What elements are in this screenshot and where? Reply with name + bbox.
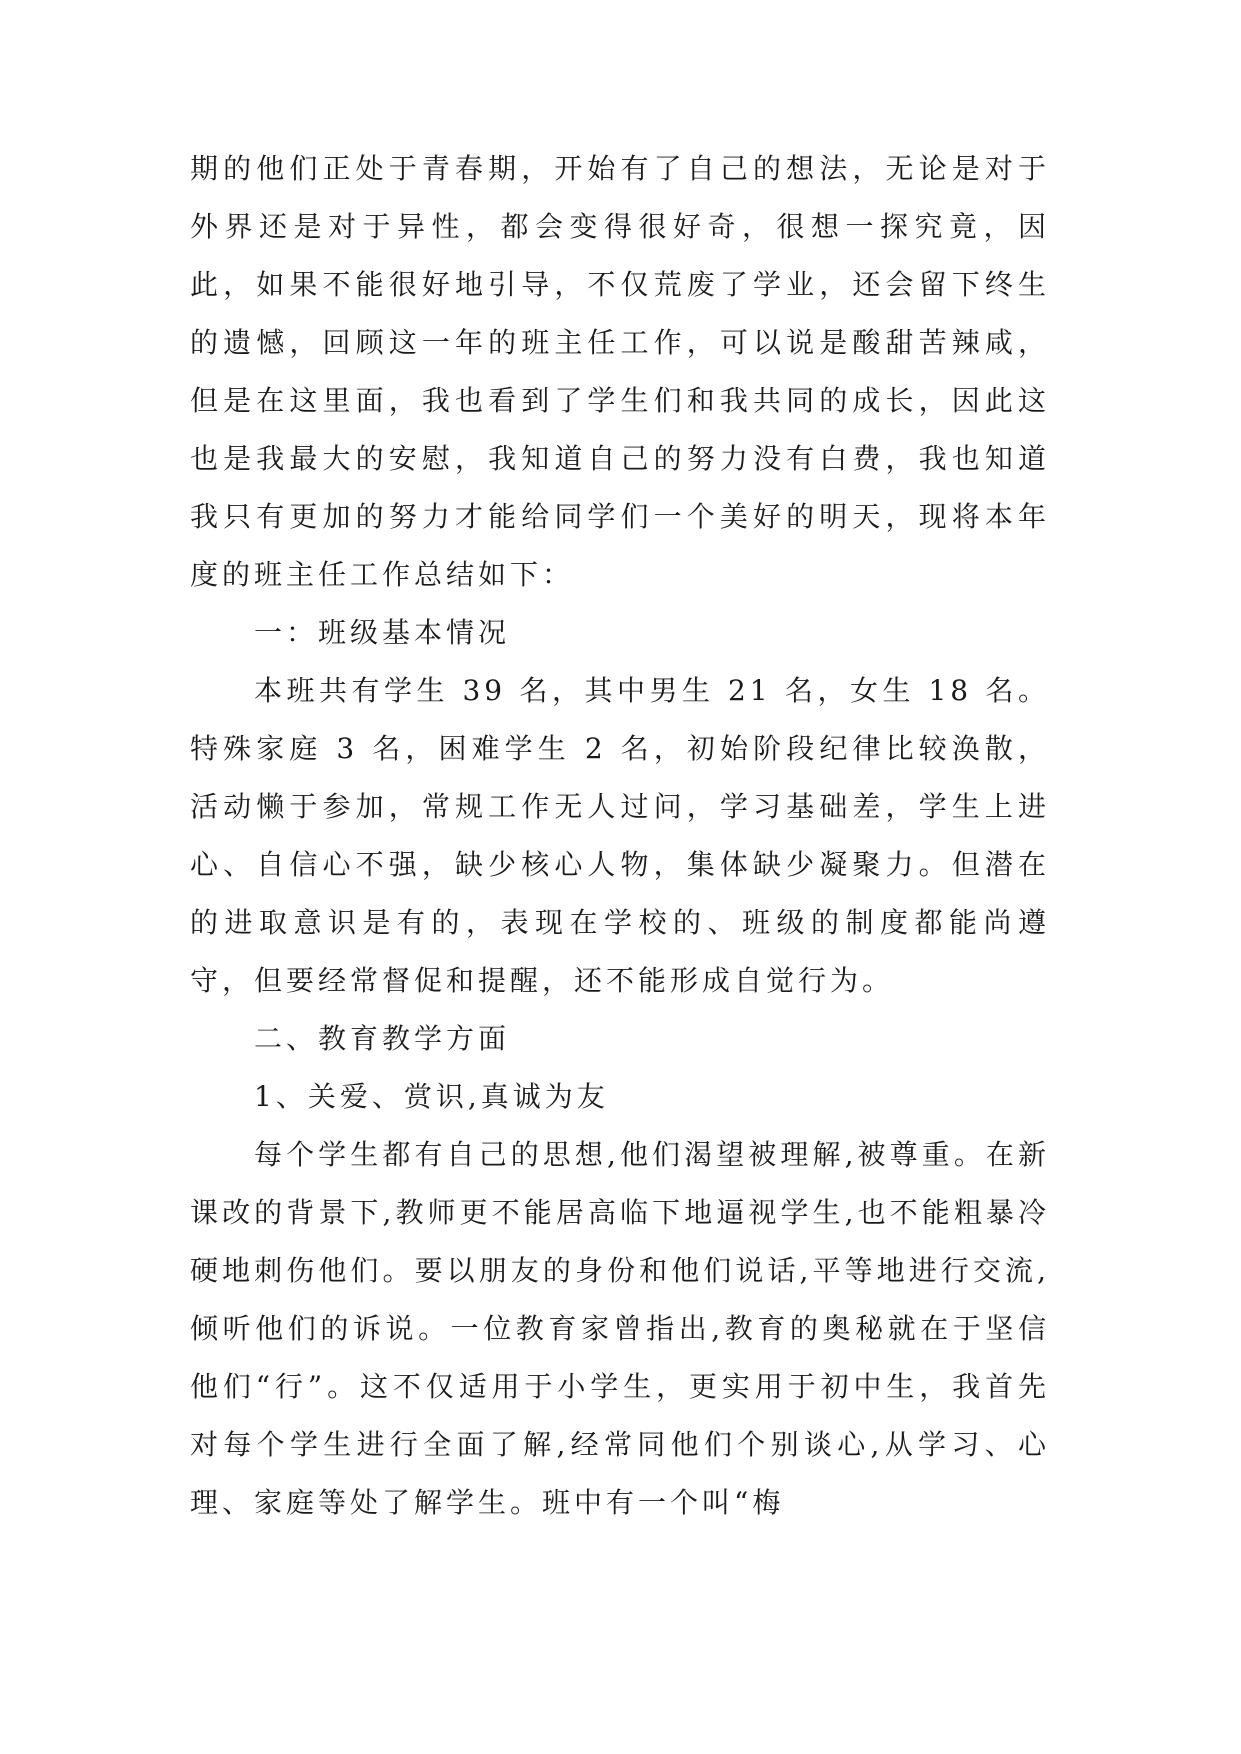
- subsection-heading-care: 1、关爱、赏识,真诚为友: [254, 1080, 609, 1113]
- section-heading-teaching: 二、教育教学方面: [254, 1022, 511, 1055]
- paragraph-care: 每个学生都有自己的思想,他们渴望被理解,被尊重。在新课改的背景下,教师更不能居高临下地逼视学生,也不能粗暴冷硬地刺伤他们。要以朋友的身份和他们说话,平等地进行交流,倾听他们的诉说。一位教育家曾指出,教育的奥秘就在于坚信他们“行”。这不仅适用于小学生，更实用于初中生，我首先对每个学生进行全面了解,经常同他们个别谈心,从学习、心理、家庭等处了解学生。班中有一个叫“梅: [190, 1138, 1050, 1519]
- paragraph-class-situation: 本班共有学生 39 名，其中男生 21 名，女生 18 名。特殊家庭 3 名，困难学生 2 名，初始阶段纪律比较涣散，活动懒于参加，常规工作无人过问，学习基础差，学生上进心、自信心不强，缺少核心人物，集体缺少凝聚力。但潜在的进取意识是有的，表现在学校的、班级的制度都能尚遵守，但要经常督促和提醒，还不能形成自觉行为。: [190, 674, 1050, 997]
- paragraph-intro-continued: 期的他们正处于青春期，开始有了自己的想法，无论是对于外界还是对于异性，都会变得很好奇，很想一探究竟，因此，如果不能很好地引导，不仅荒废了学业，还会留下终生的遗憾，回顾这一年的班主任工作，可以说是酸甜苦辣咸，但是在这里面，我也看到了学生们和我共同的成长，因此这也是我最大的安慰，我知道自己的努力没有白费，我也知道我只有更加的努力才能给同学们一个美好的明天，现将本年度的班主任工作总结如下：: [190, 152, 1050, 591]
- document-page: [190, 140, 1050, 1532]
- section-heading-class-situation: 一：班级基本情况: [254, 616, 511, 649]
